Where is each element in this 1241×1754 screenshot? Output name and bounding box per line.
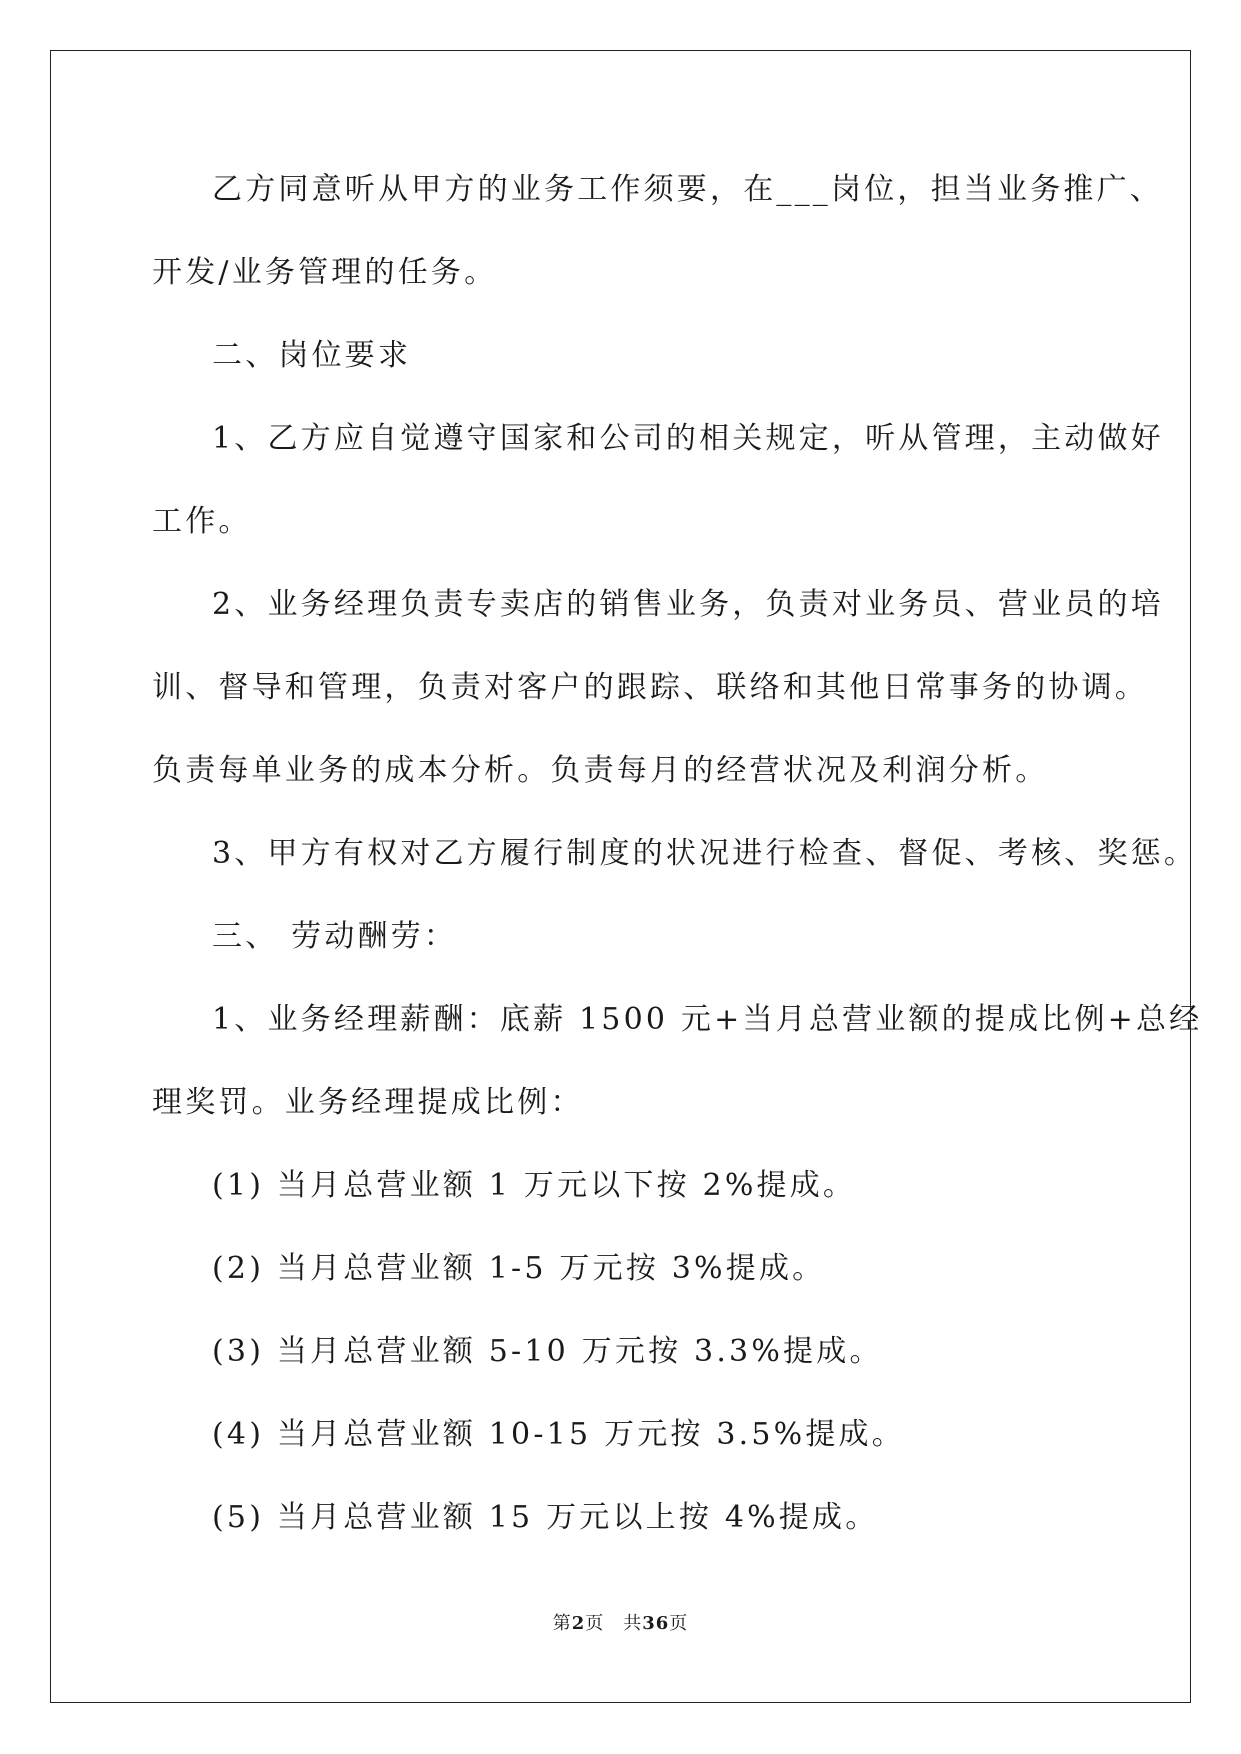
list-item: (3) 当月总营业额 5-10 万元按 3.3%提成。 <box>212 1334 883 1369</box>
list-item: (1) 当月总营业额 1 万元以下按 2%提成。 <box>212 1168 857 1203</box>
list-item: (2) 当月总营业额 1-5 万元按 3%提成。 <box>212 1251 826 1286</box>
paragraph-line: 工作。 <box>152 504 252 539</box>
total-page-number: 36 <box>642 1613 670 1634</box>
page-label-mid: 页 共 <box>585 1613 643 1634</box>
paragraph-line: 1、乙方应自觉遵守国家和公司的相关规定，听从管理，主动做好 <box>212 421 1164 456</box>
paragraph-line: 理奖罚。业务经理提成比例： <box>152 1085 584 1120</box>
paragraph-line: 3、甲方有权对乙方履行制度的状况进行检查、督促、考核、奖惩。 <box>212 836 1198 871</box>
paragraph-line: 训、督导和管理，负责对客户的跟踪、联络和其他日常事务的协调。 <box>152 670 1148 705</box>
paragraph-line: 开发/业务管理的任务。 <box>152 255 498 290</box>
current-page-number: 2 <box>571 1613 586 1634</box>
page-footer <box>0 1612 1241 1636</box>
page-label-prefix: 第 <box>552 1613 572 1634</box>
paragraph-line: 乙方同意听从甲方的业务工作须要，在___岗位，担当业务推广、 <box>212 172 1163 207</box>
page-border <box>50 50 1191 1703</box>
list-item: (5) 当月总营业额 15 万元以上按 4%提成。 <box>212 1500 879 1535</box>
paragraph-line: 2、业务经理负责专卖店的销售业务，负责对业务员、营业员的培 <box>212 587 1164 622</box>
paragraph-line: 1、业务经理薪酬：底薪 1500 元+当月总营业额的提成比例+总经 <box>212 1002 1203 1037</box>
section-heading: 三、 劳动酬劳： <box>212 919 458 954</box>
page-label-suffix: 页 <box>669 1613 689 1634</box>
section-heading: 二、岗位要求 <box>212 338 412 373</box>
paragraph-line: 负责每单业务的成本分析。负责每月的经营状况及利润分析。 <box>152 753 1049 788</box>
list-item: (4) 当月总营业额 10-15 万元按 3.5%提成。 <box>212 1417 905 1452</box>
